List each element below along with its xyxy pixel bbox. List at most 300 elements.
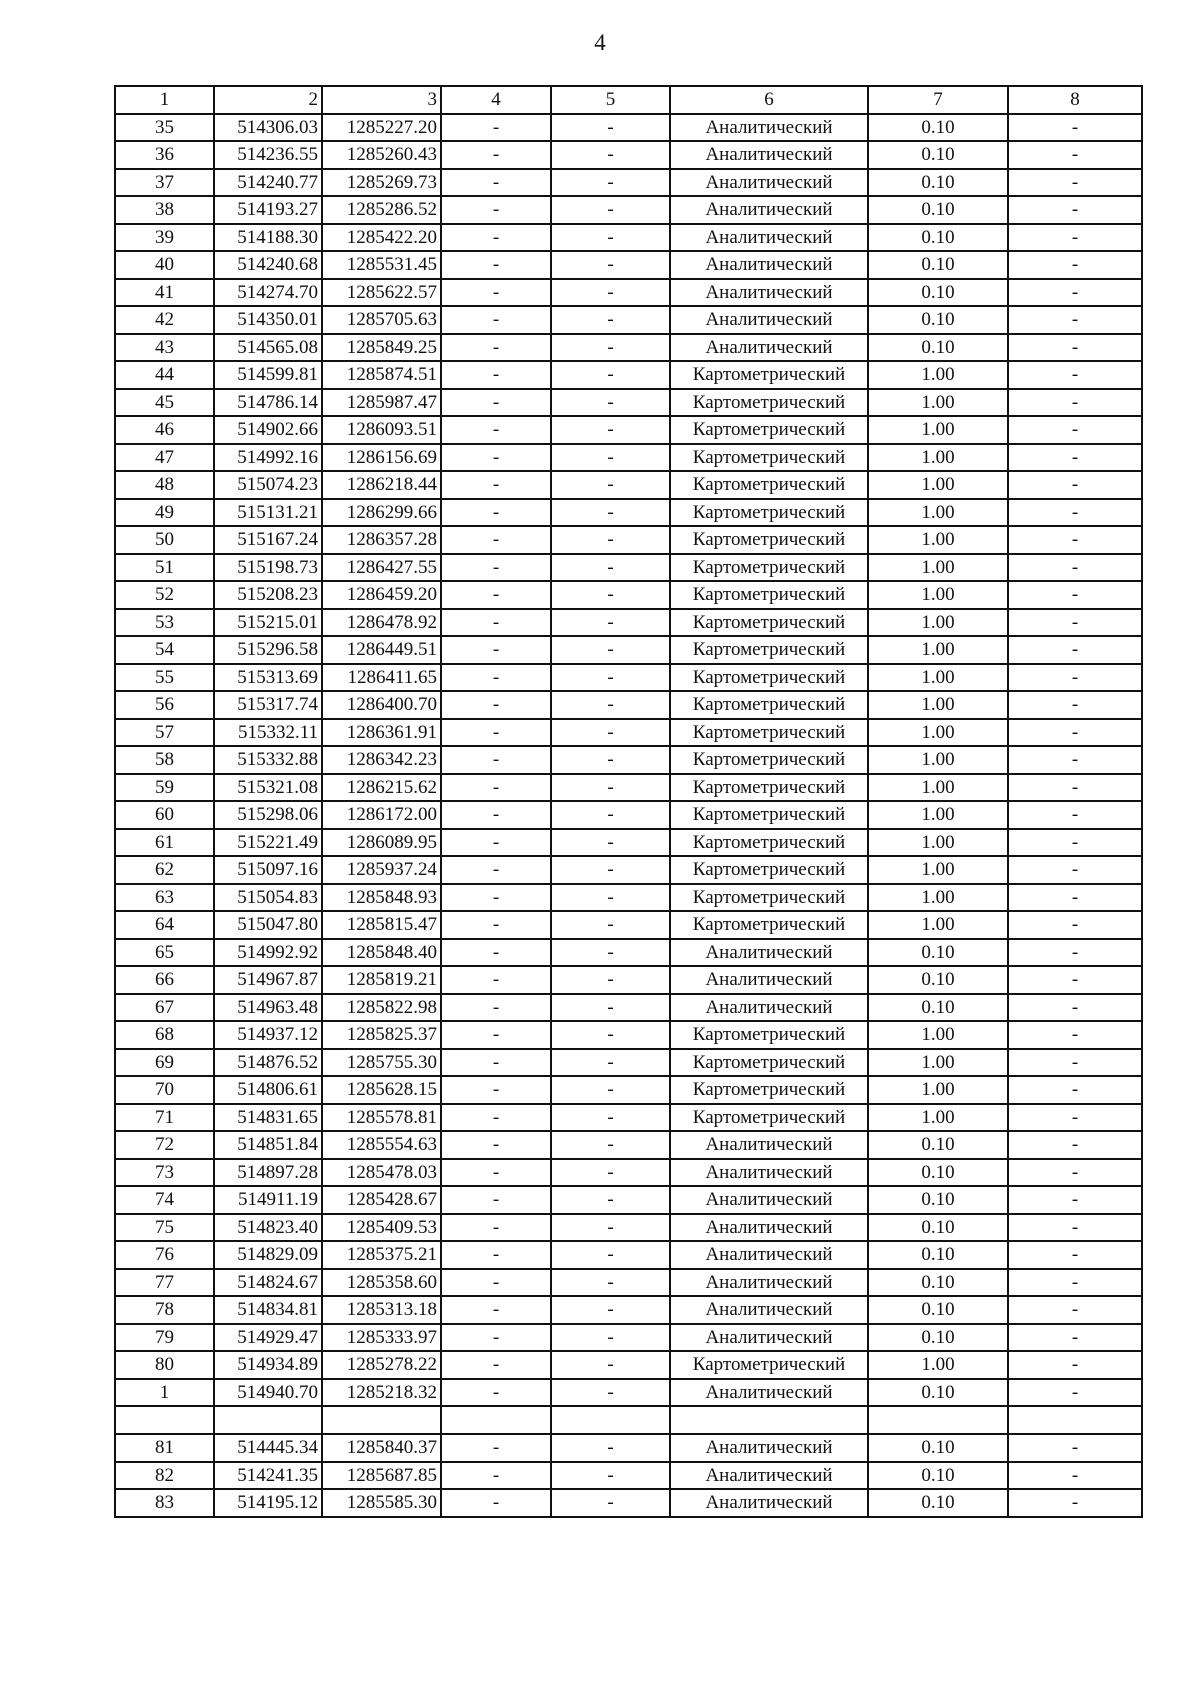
table-cell-col-6: Аналитический bbox=[670, 306, 868, 334]
table-cell-col-5: - bbox=[551, 499, 670, 527]
table-row bbox=[115, 691, 1142, 719]
table-row bbox=[115, 719, 1142, 747]
table-cell-col-1: 58 bbox=[115, 746, 214, 774]
table-row bbox=[115, 141, 1142, 169]
table-cell-col-8: - bbox=[1008, 1351, 1142, 1379]
table-cell-col-6: Картометрический bbox=[670, 389, 868, 417]
table-row bbox=[115, 1049, 1142, 1077]
table-cell-col-7: 1.00 bbox=[868, 774, 1008, 802]
table-cell-col-7: 0.10 bbox=[868, 141, 1008, 169]
table-cell-col-1: 53 bbox=[115, 609, 214, 637]
table-cell-col-3: 1285987.47 bbox=[322, 389, 441, 417]
table-cell-col-2: 514823.40 bbox=[214, 1214, 322, 1242]
table-cell-col-6: Аналитический bbox=[670, 966, 868, 994]
table-row bbox=[115, 829, 1142, 857]
table-cell-col-3: 1285822.98 bbox=[322, 994, 441, 1022]
table-cell-col-5: - bbox=[551, 1296, 670, 1324]
table-cell-col-8: - bbox=[1008, 444, 1142, 472]
table-row bbox=[115, 1021, 1142, 1049]
table-cell-col-8: - bbox=[1008, 169, 1142, 197]
table-row bbox=[115, 1269, 1142, 1297]
table-cell-col-8: - bbox=[1008, 581, 1142, 609]
table-body bbox=[115, 86, 1142, 1517]
table-cell-col-1: 40 bbox=[115, 251, 214, 279]
table-cell-col-5: - bbox=[551, 471, 670, 499]
table-cell-col-7: 0.10 bbox=[868, 279, 1008, 307]
table-cell-col-7: 1.00 bbox=[868, 636, 1008, 664]
table-cell-col-5: - bbox=[551, 306, 670, 334]
table-cell-col-3: 1286172.00 bbox=[322, 801, 441, 829]
table-cell-col-2: 514565.08 bbox=[214, 334, 322, 362]
table-cell-col-1: 45 bbox=[115, 389, 214, 417]
table-row bbox=[115, 471, 1142, 499]
table-cell-col-3: 1285874.51 bbox=[322, 361, 441, 389]
table-cell-col-6: Аналитический bbox=[670, 169, 868, 197]
table-cell-col-4: - bbox=[441, 774, 551, 802]
table-cell-col-7: 1.00 bbox=[868, 1021, 1008, 1049]
table-cell-col-5: - bbox=[551, 994, 670, 1022]
table-cell-col-8: - bbox=[1008, 334, 1142, 362]
table-cell-col-8: - bbox=[1008, 389, 1142, 417]
table-cell-col-5: - bbox=[551, 856, 670, 884]
table-cell-col-2: 514599.81 bbox=[214, 361, 322, 389]
table-cell-col-2: 515321.08 bbox=[214, 774, 322, 802]
table-cell-col-4: - bbox=[441, 1021, 551, 1049]
table-cell-col-8: - bbox=[1008, 1379, 1142, 1407]
table-cell-col-3: 1286478.92 bbox=[322, 609, 441, 637]
table-cell-col-1: 61 bbox=[115, 829, 214, 857]
table-cell-col-2: 514992.16 bbox=[214, 444, 322, 472]
table-cell-col-3: 1286427.55 bbox=[322, 554, 441, 582]
table-cell-col-7: 1.00 bbox=[868, 856, 1008, 884]
table-cell-col-2: 514963.48 bbox=[214, 994, 322, 1022]
table-cell-col-8: - bbox=[1008, 224, 1142, 252]
table-cell-col-4: - bbox=[441, 856, 551, 884]
table-cell-col-7 bbox=[868, 1406, 1008, 1434]
table-cell-col-4: - bbox=[441, 1434, 551, 1462]
table-cell-col-6: Картометрический bbox=[670, 1049, 868, 1077]
table-row bbox=[115, 636, 1142, 664]
table-row bbox=[115, 994, 1142, 1022]
table-row bbox=[115, 306, 1142, 334]
table-cell-col-5: - bbox=[551, 911, 670, 939]
table-cell-col-1: 77 bbox=[115, 1269, 214, 1297]
table-cell-col-5: - bbox=[551, 554, 670, 582]
table-cell-col-7: 1.00 bbox=[868, 1076, 1008, 1104]
table-cell-col-3: 1285422.20 bbox=[322, 224, 441, 252]
table-cell-col-4: - bbox=[441, 1159, 551, 1187]
table-cell-col-1: 47 bbox=[115, 444, 214, 472]
table-cell-col-8: - bbox=[1008, 554, 1142, 582]
table-cell-col-6: Аналитический bbox=[670, 1214, 868, 1242]
table-cell-col-2: 514992.92 bbox=[214, 939, 322, 967]
table-row bbox=[115, 554, 1142, 582]
table-cell-col-7: 1.00 bbox=[868, 829, 1008, 857]
table-cell-col-8: - bbox=[1008, 1049, 1142, 1077]
table-row bbox=[115, 1434, 1142, 1462]
table-cell-col-2: 515296.58 bbox=[214, 636, 322, 664]
table-cell-col-8: - bbox=[1008, 1076, 1142, 1104]
table-cell-col-6: Аналитический bbox=[670, 1159, 868, 1187]
table-cell-col-2: 514824.67 bbox=[214, 1269, 322, 1297]
table-cell-col-7: 1.00 bbox=[868, 1351, 1008, 1379]
table-cell-col-8: - bbox=[1008, 691, 1142, 719]
table-cell-col-2: 514193.27 bbox=[214, 196, 322, 224]
table-cell-col-7: 0.10 bbox=[868, 1434, 1008, 1462]
table-cell-col-6: Картометрический bbox=[670, 856, 868, 884]
table-cell-col-3: 1285260.43 bbox=[322, 141, 441, 169]
table-cell-col-6: Картометрический bbox=[670, 746, 868, 774]
table-cell-col-5: - bbox=[551, 636, 670, 664]
table-cell-col-8: - bbox=[1008, 499, 1142, 527]
table-cell-col-7: 0.10 bbox=[868, 306, 1008, 334]
table-cell-col-7: 1.00 bbox=[868, 884, 1008, 912]
table-cell-col-6: Аналитический bbox=[670, 1324, 868, 1352]
table-cell-col-4: - bbox=[441, 1296, 551, 1324]
table-cell-col-2: 514195.12 bbox=[214, 1489, 322, 1517]
table-cell-col-4: - bbox=[441, 526, 551, 554]
table-cell-col-4: - bbox=[441, 554, 551, 582]
table-cell-col-6: Картометрический bbox=[670, 1076, 868, 1104]
table-cell-col-4: - bbox=[441, 1241, 551, 1269]
table-cell-col-2: 514274.70 bbox=[214, 279, 322, 307]
table-cell-col-3: 1286215.62 bbox=[322, 774, 441, 802]
table-row bbox=[115, 1159, 1142, 1187]
table-cell-col-7: 0.10 bbox=[868, 1131, 1008, 1159]
table-row bbox=[115, 361, 1142, 389]
table-cell-col-2: 514929.47 bbox=[214, 1324, 322, 1352]
table-cell-col-1: 71 bbox=[115, 1104, 214, 1132]
table-cell-col-7: 1.00 bbox=[868, 554, 1008, 582]
table-cell-col-2: 515054.83 bbox=[214, 884, 322, 912]
table-row bbox=[115, 1296, 1142, 1324]
table-cell-col-1: 51 bbox=[115, 554, 214, 582]
table-cell-col-3: 1285333.97 bbox=[322, 1324, 441, 1352]
table-cell-col-1: 54 bbox=[115, 636, 214, 664]
table-cell-col-3: 1286093.51 bbox=[322, 416, 441, 444]
table-cell-col-1: 46 bbox=[115, 416, 214, 444]
table-cell-col-7: 0.10 bbox=[868, 334, 1008, 362]
table-cell-col-8: - bbox=[1008, 1296, 1142, 1324]
table-cell-col-1 bbox=[115, 1406, 214, 1434]
table-cell-col-1: 74 bbox=[115, 1186, 214, 1214]
table-row bbox=[115, 169, 1142, 197]
table-row bbox=[115, 416, 1142, 444]
table-cell-col-7: 0.10 bbox=[868, 1186, 1008, 1214]
table-cell-col-2: 514306.03 bbox=[214, 114, 322, 142]
table-cell-col-5: - bbox=[551, 114, 670, 142]
table-row bbox=[115, 939, 1142, 967]
table-cell-col-1: 52 bbox=[115, 581, 214, 609]
table-cell-col-7: 1.00 bbox=[868, 444, 1008, 472]
table-cell-col-1: 44 bbox=[115, 361, 214, 389]
table-cell-col-4: - bbox=[441, 1186, 551, 1214]
table-cell-col-5: - bbox=[551, 196, 670, 224]
table-cell-col-6: Аналитический bbox=[670, 1186, 868, 1214]
table-cell-col-4: - bbox=[441, 224, 551, 252]
table-cell-col-8: - bbox=[1008, 636, 1142, 664]
table-cell-col-7: 0.10 bbox=[868, 1159, 1008, 1187]
table-cell-col-2: 514786.14 bbox=[214, 389, 322, 417]
table-cell-col-5: - bbox=[551, 1324, 670, 1352]
table-cell-col-6: Аналитический bbox=[670, 1269, 868, 1297]
table-row bbox=[115, 856, 1142, 884]
table-cell-col-7: 1.00 bbox=[868, 719, 1008, 747]
table-cell-col-4: - bbox=[441, 1489, 551, 1517]
table-cell-col-8: - bbox=[1008, 306, 1142, 334]
table-cell-col-1: 41 bbox=[115, 279, 214, 307]
table-cell-col-1: 35 bbox=[115, 114, 214, 142]
table-cell-col-5: 5 bbox=[551, 86, 670, 114]
table-cell-col-1: 1 bbox=[115, 86, 214, 114]
table-cell-col-1: 63 bbox=[115, 884, 214, 912]
table-cell-col-4: - bbox=[441, 1214, 551, 1242]
table-cell-col-8: - bbox=[1008, 1131, 1142, 1159]
table-cell-col-7: 1.00 bbox=[868, 389, 1008, 417]
table-cell-col-2: 515215.01 bbox=[214, 609, 322, 637]
table-cell-col-4: - bbox=[441, 114, 551, 142]
table-cell-col-3: 1285428.67 bbox=[322, 1186, 441, 1214]
table-cell-col-5: - bbox=[551, 746, 670, 774]
table-cell-col-1: 69 bbox=[115, 1049, 214, 1077]
table-cell-col-8: - bbox=[1008, 1186, 1142, 1214]
table-cell-col-5: - bbox=[551, 169, 670, 197]
table-cell-col-7: 0.10 bbox=[868, 994, 1008, 1022]
table-cell-col-6: Картометрический bbox=[670, 1351, 868, 1379]
table-cell-col-2: 514834.81 bbox=[214, 1296, 322, 1324]
table-cell-col-7: 0.10 bbox=[868, 1269, 1008, 1297]
table-cell-col-4: - bbox=[441, 471, 551, 499]
table-cell-col-5: - bbox=[551, 581, 670, 609]
table-cell-col-5: - bbox=[551, 801, 670, 829]
table-cell-col-6: Картометрический bbox=[670, 1021, 868, 1049]
table-cell-col-3: 1285622.57 bbox=[322, 279, 441, 307]
table-cell-col-4: - bbox=[441, 719, 551, 747]
table-cell-col-2: 514445.34 bbox=[214, 1434, 322, 1462]
table-cell-col-7: 0.10 bbox=[868, 966, 1008, 994]
table-cell-col-7: 1.00 bbox=[868, 526, 1008, 554]
table-cell-col-5: - bbox=[551, 1351, 670, 1379]
table-cell-col-7: 1.00 bbox=[868, 746, 1008, 774]
table-cell-col-8: - bbox=[1008, 664, 1142, 692]
table-cell-col-7: 1.00 bbox=[868, 664, 1008, 692]
table-cell-col-2: 514240.77 bbox=[214, 169, 322, 197]
table-row bbox=[115, 1104, 1142, 1132]
table-cell-col-6: Картометрический bbox=[670, 581, 868, 609]
table-cell-col-6: Картометрический bbox=[670, 829, 868, 857]
table-cell-col-7: 0.10 bbox=[868, 939, 1008, 967]
table-cell-col-6: Аналитический bbox=[670, 1296, 868, 1324]
table-cell-col-7: 1.00 bbox=[868, 361, 1008, 389]
table-row bbox=[115, 1131, 1142, 1159]
table-cell-col-3: 1286357.28 bbox=[322, 526, 441, 554]
table-cell-col-7: 0.10 bbox=[868, 114, 1008, 142]
table-cell-col-3: 1285848.40 bbox=[322, 939, 441, 967]
table-cell-col-7: 1.00 bbox=[868, 911, 1008, 939]
table-cell-col-1: 82 bbox=[115, 1462, 214, 1490]
table-row-blank bbox=[115, 1406, 1142, 1434]
table-cell-col-2 bbox=[214, 1406, 322, 1434]
table-cell-col-4: - bbox=[441, 994, 551, 1022]
table-cell-col-2: 515074.23 bbox=[214, 471, 322, 499]
table-cell-col-2: 514940.70 bbox=[214, 1379, 322, 1407]
table-row bbox=[115, 1076, 1142, 1104]
table-cell-col-5: - bbox=[551, 334, 670, 362]
table-row bbox=[115, 1324, 1142, 1352]
table-cell-col-2: 515332.88 bbox=[214, 746, 322, 774]
table-cell-col-3: 1285227.20 bbox=[322, 114, 441, 142]
table-row bbox=[115, 1489, 1142, 1517]
table-cell-col-8: - bbox=[1008, 1434, 1142, 1462]
table-cell-col-6: Аналитический bbox=[670, 994, 868, 1022]
table-cell-col-3: 1285278.22 bbox=[322, 1351, 441, 1379]
table-row bbox=[115, 801, 1142, 829]
table-row bbox=[115, 1462, 1142, 1490]
table-cell-col-5: - bbox=[551, 1241, 670, 1269]
table-cell-col-6: Аналитический bbox=[670, 279, 868, 307]
table-cell-col-4: - bbox=[441, 196, 551, 224]
table-cell-col-4: - bbox=[441, 279, 551, 307]
table-cell-col-7: 1.00 bbox=[868, 1049, 1008, 1077]
table-cell-col-4: - bbox=[441, 361, 551, 389]
table-row bbox=[115, 774, 1142, 802]
table-cell-col-8: - bbox=[1008, 774, 1142, 802]
table-cell-col-4: - bbox=[441, 691, 551, 719]
table-cell-col-3: 1286361.91 bbox=[322, 719, 441, 747]
table-cell-col-2: 2 bbox=[214, 86, 322, 114]
table-cell-col-8: - bbox=[1008, 884, 1142, 912]
table-cell-col-2: 514806.61 bbox=[214, 1076, 322, 1104]
table-cell-col-8: 8 bbox=[1008, 86, 1142, 114]
table-cell-col-8: - bbox=[1008, 1021, 1142, 1049]
table-cell-col-5: - bbox=[551, 1131, 670, 1159]
table-cell-col-1: 70 bbox=[115, 1076, 214, 1104]
table-row bbox=[115, 279, 1142, 307]
table-row bbox=[115, 499, 1142, 527]
table-cell-col-5: - bbox=[551, 1214, 670, 1242]
table-cell-col-7: 1.00 bbox=[868, 416, 1008, 444]
table-cell-col-8: - bbox=[1008, 1489, 1142, 1517]
table-cell-col-2: 515167.24 bbox=[214, 526, 322, 554]
table-cell-col-7: 0.10 bbox=[868, 1462, 1008, 1490]
table-cell-col-8: - bbox=[1008, 196, 1142, 224]
table-cell-col-4: - bbox=[441, 966, 551, 994]
table-cell-col-3: 1286400.70 bbox=[322, 691, 441, 719]
table-cell-col-2: 515047.80 bbox=[214, 911, 322, 939]
table-cell-col-3: 1285840.37 bbox=[322, 1434, 441, 1462]
table-cell-col-6: Картометрический bbox=[670, 719, 868, 747]
table-row bbox=[115, 334, 1142, 362]
table-cell-col-5: - bbox=[551, 1269, 670, 1297]
table-cell-col-5: - bbox=[551, 939, 670, 967]
table-cell-col-8: - bbox=[1008, 829, 1142, 857]
table-row bbox=[115, 966, 1142, 994]
table-cell-col-6: Картометрический bbox=[670, 471, 868, 499]
table-cell-col-4: - bbox=[441, 1351, 551, 1379]
table-cell-col-6: Аналитический bbox=[670, 939, 868, 967]
table-row bbox=[115, 1241, 1142, 1269]
table-cell-col-1: 72 bbox=[115, 1131, 214, 1159]
table-cell-col-1: 65 bbox=[115, 939, 214, 967]
table-cell-col-8: - bbox=[1008, 1214, 1142, 1242]
table-cell-col-5: - bbox=[551, 1159, 670, 1187]
table-cell-col-4: - bbox=[441, 884, 551, 912]
table-cell-col-1: 39 bbox=[115, 224, 214, 252]
table-cell-col-8: - bbox=[1008, 994, 1142, 1022]
table-cell-col-3: 1285819.21 bbox=[322, 966, 441, 994]
table-cell-col-8: - bbox=[1008, 251, 1142, 279]
table-cell-col-4: - bbox=[441, 1324, 551, 1352]
table-cell-col-6: Картометрический bbox=[670, 801, 868, 829]
table-cell-col-2: 514350.01 bbox=[214, 306, 322, 334]
table-cell-col-5: - bbox=[551, 1462, 670, 1490]
table-cell-col-3: 1285409.53 bbox=[322, 1214, 441, 1242]
table-cell-col-1: 73 bbox=[115, 1159, 214, 1187]
table-cell-col-3: 1286299.66 bbox=[322, 499, 441, 527]
table-cell-col-6 bbox=[670, 1406, 868, 1434]
table-cell-col-5: - bbox=[551, 1076, 670, 1104]
table-cell-col-2: 514937.12 bbox=[214, 1021, 322, 1049]
table-cell-col-1: 60 bbox=[115, 801, 214, 829]
table-cell-col-2: 515313.69 bbox=[214, 664, 322, 692]
table-cell-col-2: 515298.06 bbox=[214, 801, 322, 829]
table-cell-col-6: Аналитический bbox=[670, 224, 868, 252]
table-cell-col-6: Аналитический bbox=[670, 141, 868, 169]
table-cell-col-1: 81 bbox=[115, 1434, 214, 1462]
table-cell-col-2: 514851.84 bbox=[214, 1131, 322, 1159]
table-cell-col-8 bbox=[1008, 1406, 1142, 1434]
table-cell-col-8: - bbox=[1008, 1269, 1142, 1297]
table-cell-col-6: Картометрический bbox=[670, 664, 868, 692]
table-cell-col-3: 1285705.63 bbox=[322, 306, 441, 334]
table-cell-col-6: Картометрический bbox=[670, 774, 868, 802]
table-cell-col-4: - bbox=[441, 141, 551, 169]
table-cell-col-3: 1286342.23 bbox=[322, 746, 441, 774]
table-cell-col-8: - bbox=[1008, 801, 1142, 829]
table-cell-col-3: 1285578.81 bbox=[322, 1104, 441, 1132]
table-cell-col-6: Аналитический bbox=[670, 114, 868, 142]
table-cell-col-6: Аналитический bbox=[670, 334, 868, 362]
table-cell-col-2: 515097.16 bbox=[214, 856, 322, 884]
table-cell-col-3: 1285687.85 bbox=[322, 1462, 441, 1490]
table-cell-col-2: 515198.73 bbox=[214, 554, 322, 582]
table-cell-col-6: Картометрический bbox=[670, 416, 868, 444]
table-cell-col-5: - bbox=[551, 141, 670, 169]
table-cell-col-4: - bbox=[441, 1269, 551, 1297]
table-cell-col-5: - bbox=[551, 664, 670, 692]
table-cell-col-8: - bbox=[1008, 471, 1142, 499]
table-row bbox=[115, 114, 1142, 142]
table-cell-col-4: - bbox=[441, 801, 551, 829]
table-cell-col-4: - bbox=[441, 636, 551, 664]
table-cell-col-5: - bbox=[551, 361, 670, 389]
table-cell-col-2: 515317.74 bbox=[214, 691, 322, 719]
table-cell-col-8: - bbox=[1008, 719, 1142, 747]
table-cell-col-7: 1.00 bbox=[868, 499, 1008, 527]
table-row bbox=[115, 526, 1142, 554]
table-cell-col-5: - bbox=[551, 224, 670, 252]
table-cell-col-3: 1286156.69 bbox=[322, 444, 441, 472]
table-cell-col-3: 1285755.30 bbox=[322, 1049, 441, 1077]
table-cell-col-2: 514188.30 bbox=[214, 224, 322, 252]
table-cell-col-1: 56 bbox=[115, 691, 214, 719]
table-cell-col-7: 0.10 bbox=[868, 1296, 1008, 1324]
table-cell-col-5: - bbox=[551, 1186, 670, 1214]
table-cell-col-5: - bbox=[551, 279, 670, 307]
table-cell-col-5: - bbox=[551, 1104, 670, 1132]
table-cell-col-8: - bbox=[1008, 966, 1142, 994]
table-cell-col-7: 0.10 bbox=[868, 1489, 1008, 1517]
